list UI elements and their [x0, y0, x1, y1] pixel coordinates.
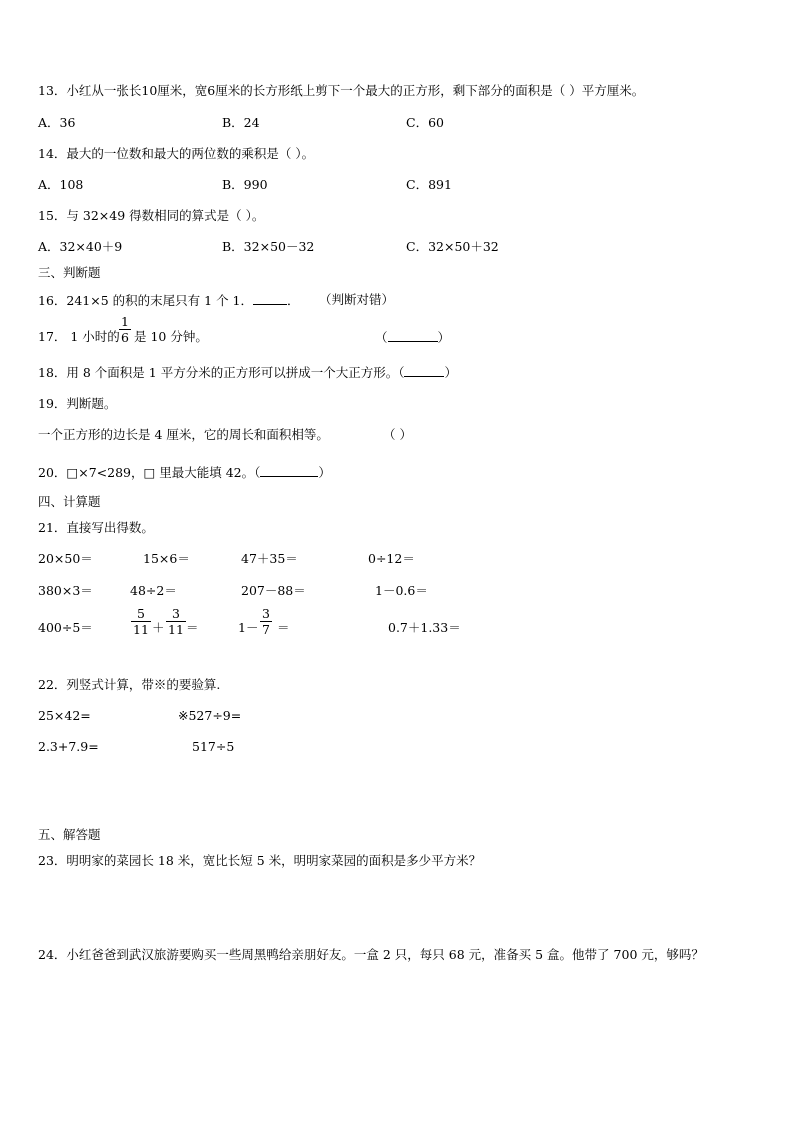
question-13-option-b: B．24 [222, 115, 260, 130]
calc-item: 380×3＝ [38, 583, 93, 598]
question-20-text: 20．□×7<289，□ 里最大能填 42。（ [38, 465, 261, 480]
question-18-text: 18．用 8 个面积是 1 平方分米的正方形可以拼成一个大正方形。（ [38, 365, 405, 380]
fraction-one-sixth [119, 314, 131, 345]
question-18 [38, 364, 457, 381]
fraction-denominator: 11 [133, 622, 149, 637]
question-20 [38, 464, 331, 481]
question-17-suffix: 是 10 分钟。 [134, 329, 208, 344]
plus-sign: ＋ [152, 620, 165, 635]
question-15-option-a: A．32×40＋9 [38, 239, 123, 254]
calc-item: 400÷5＝ [38, 620, 93, 635]
question-23: 23．明明家的菜园长 18 米，宽比长短 5 米，明明家菜园的面积是多少平方米？ [38, 853, 482, 868]
calc-item: 15×6＝ [143, 551, 190, 566]
vertical-calc-item: 2.3+7.9= [38, 739, 99, 754]
question-17-answer [375, 329, 450, 346]
question-16-text: 16．241×5 的积的末尾只有 1 个 1． [38, 293, 253, 308]
answer-blank[interactable] [253, 292, 287, 305]
question-14-option-c: C．891 [406, 177, 452, 192]
question-14-option-a: A．108 [38, 177, 84, 192]
question-15-option-b: B．32×50－32 [222, 239, 315, 254]
calc-item: 48÷2＝ [130, 583, 177, 598]
question-14-stem: 14．最大的一位数和最大的两位数的乘积是（ ）。 [38, 146, 315, 161]
question-15-option-c: C．32×50＋32 [406, 239, 499, 254]
question-24: 24．小红爸爸到武汉旅游要购买一些周黑鸭给亲朋好友。一盒 2 只，每只 68 元，准备买 5 盒。他带了 700 元，够吗？ [38, 947, 704, 962]
fraction-denominator: 7 [262, 622, 270, 637]
vertical-calc-item: 25×42= [38, 708, 91, 723]
answer-blank[interactable] [260, 464, 318, 477]
question-15-stem: 15．与 32×49 得数相同的算式是（ ）。 [38, 208, 265, 223]
section-3-heading: 三、判断题 [38, 265, 101, 280]
question-13-option-c: C．60 [406, 115, 444, 130]
vertical-calc-item: 517÷5 [192, 739, 235, 754]
paren-close: ） [318, 465, 331, 480]
section-5-heading: 五、解答题 [38, 827, 101, 842]
fraction-numerator: 3 [171, 606, 180, 621]
fraction-denominator: 6 [121, 330, 129, 345]
calc-item: 47＋35＝ [241, 551, 298, 566]
fraction-three-sevenths [260, 606, 272, 637]
answer-blank[interactable] [388, 329, 438, 342]
paren-close: ） [437, 330, 451, 345]
calc-prefix: 1－ [238, 620, 259, 635]
fraction-five-elevenths [131, 606, 151, 637]
question-13-stem: 13．小红从一张长10厘米，宽6厘米的长方形纸上剪下一个最大的正方形，剩下部分的面积是（ ）平方厘米。 [38, 83, 645, 98]
section-4-heading: 四、计算题 [38, 494, 101, 509]
calc-item: 1－0.6＝ [375, 583, 428, 598]
fraction-numerator: 3 [262, 606, 270, 621]
answer-blank[interactable] [404, 364, 444, 377]
question-16-period: ． [287, 293, 300, 308]
calc-item: 0.7＋1.33＝ [388, 620, 461, 635]
question-16 [38, 292, 300, 309]
fraction-three-elevenths [166, 606, 186, 637]
calc-item: 0÷12＝ [368, 551, 415, 566]
equals-sign: ＝ [186, 620, 199, 635]
fraction-numerator: 1 [121, 314, 129, 329]
question-13-option-a: A．36 [38, 115, 76, 130]
question-14-option-b: B．990 [222, 177, 268, 192]
fraction-numerator: 5 [136, 606, 145, 621]
fraction-denominator: 11 [168, 622, 184, 637]
question-19-text: 一个正方形的边长是 4 厘米，它的周长和面积相等。 [38, 427, 329, 442]
question-21-title: 21．直接写出得数。 [38, 520, 154, 535]
paren-open: （ [375, 330, 388, 345]
question-22-title: 22．列竖式计算，带※的要验算. [38, 677, 221, 692]
question-19-answer-paren[interactable]: （ ） [383, 427, 412, 442]
calc-item: 207－88＝ [241, 583, 306, 598]
equals-sign: ＝ [277, 620, 290, 635]
question-17-prefix: 17． 1 小时的 [38, 329, 120, 344]
question-19-title: 19．判断题。 [38, 396, 117, 411]
question-16-note: （判断对错） [319, 292, 395, 307]
calc-item: 20×50＝ [38, 551, 93, 566]
vertical-calc-item: ※527÷9= [178, 708, 242, 723]
paren-close: ） [444, 365, 457, 380]
